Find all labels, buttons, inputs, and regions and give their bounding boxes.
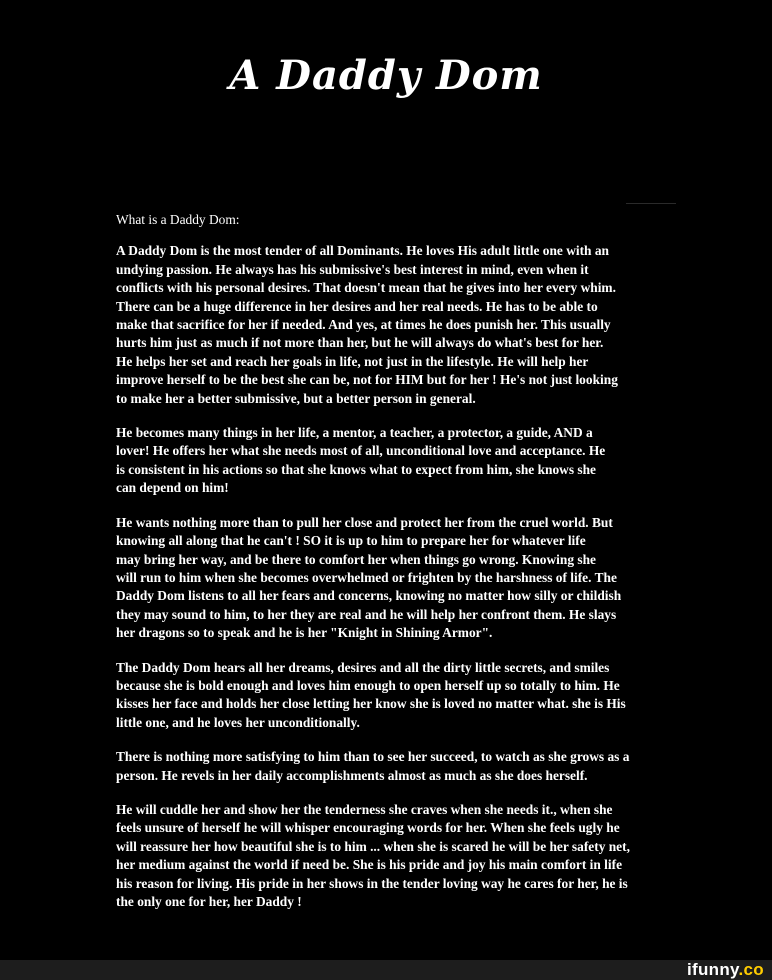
text-line: He will cuddle her and show her the tenderness she craves when she needs it., when she (116, 801, 613, 817)
text-line: lover! He offers her what she needs most of all, unconditional love and acceptance. He (116, 443, 606, 459)
text-line: improve herself to be the best she can be, not for HIM but for her ! He's not just looking (116, 372, 618, 388)
paragraph (116, 242, 736, 408)
text-line: undying passion. He always has his submissive's best interest in mind, even when it (116, 261, 589, 277)
text-line: they may sound to him, to her they are real and he will help her confront them. He slays (116, 606, 617, 622)
article-body (116, 211, 736, 927)
text-line: There is nothing more satisfying to him than to see her succeed, to watch as she grows as a (116, 749, 630, 765)
logo-text: ifunny (687, 960, 739, 979)
paragraph (116, 748, 736, 785)
paragraph (116, 424, 736, 498)
text-line: the only one for her, her Daddy ! (116, 894, 302, 909)
divider (626, 203, 676, 204)
text-line: feels unsure of herself he will whisper encouraging words for her. When she feels ugly he (116, 820, 620, 836)
text-line: to make her a better submissive, but a better person in general. (116, 390, 476, 406)
paragraph (116, 801, 736, 911)
poster-title: A Daddy Dom (229, 52, 543, 99)
question-heading: What is a Daddy Dom: (116, 212, 240, 227)
text-line: hurts him just as much if not more than her, but he will always do what's best for her. (116, 335, 604, 351)
paragraph (116, 514, 736, 643)
paragraph-list (116, 242, 736, 911)
watermark-bar (0, 960, 772, 980)
text-line: Daddy Dom listens to all her fears and concerns, knowing no matter how silly or childish (116, 588, 622, 604)
text-line: The Daddy Dom hears all her dreams, desires and all the dirty little secrets, and smiles (116, 659, 610, 675)
text-line: He helps her set and reach her goals in life, not just in the lifestyle. He will help her (116, 353, 589, 369)
ifunny-logo[interactable] (687, 960, 764, 980)
text-line: may bring her way, and be there to comfort her when things go wrong. Knowing she (116, 551, 596, 567)
text-line: her dragons so to speak and he is her "Knight in Shining Armor". (116, 625, 493, 641)
text-line: is consistent in his actions so that she knows what to expect from him, she knows she (116, 461, 597, 477)
text-line: her medium against the world if need be. She is his pride and joy his main comfort in life (116, 857, 623, 873)
text-line: A Daddy Dom is the most tender of all Dominants. He loves His adult little one with an (116, 243, 609, 259)
paragraph (116, 659, 736, 733)
text-line: because she is bold enough and loves him enough to open herself up so totally to him. He (116, 677, 620, 693)
text-line: make that sacrifice for her if needed. And yes, at times he does punish her. This usually (116, 317, 611, 333)
text-line: kisses her face and holds her close letting her know she is loved no matter what. she is His (116, 696, 626, 712)
text-line: conflicts with his personal desires. That doesn't mean that he gives into her every whim. (116, 280, 616, 296)
text-line: will run to him when she becomes overwhelmed or frighten by the harshness of life. The (116, 569, 617, 585)
text-line: will reassure her how beautiful she is to him ... when she is scared he will be her safety net, (116, 838, 630, 854)
logo-suffix: .co (738, 960, 764, 979)
text-line: He wants nothing more than to pull her close and protect her from the cruel world. But (116, 514, 613, 530)
text-line: There can be a huge difference in her desires and her real needs. He has to be able to (116, 298, 598, 314)
text-line: He becomes many things in her life, a mentor, a teacher, a protector, a guide, AND a (116, 425, 593, 441)
text-line: little one, and he loves her unconditionally. (116, 714, 360, 730)
text-line: knowing all along that he can't ! SO it is up to him to prepare her for whatever life (116, 533, 586, 549)
text-line: can depend on him! (116, 480, 229, 496)
text-line: person. He revels in her daily accomplishments almost as much as she does herself. (116, 767, 588, 783)
text-line: his reason for living. His pride in her shows in the tender loving way he cares for her, he is (116, 875, 628, 891)
